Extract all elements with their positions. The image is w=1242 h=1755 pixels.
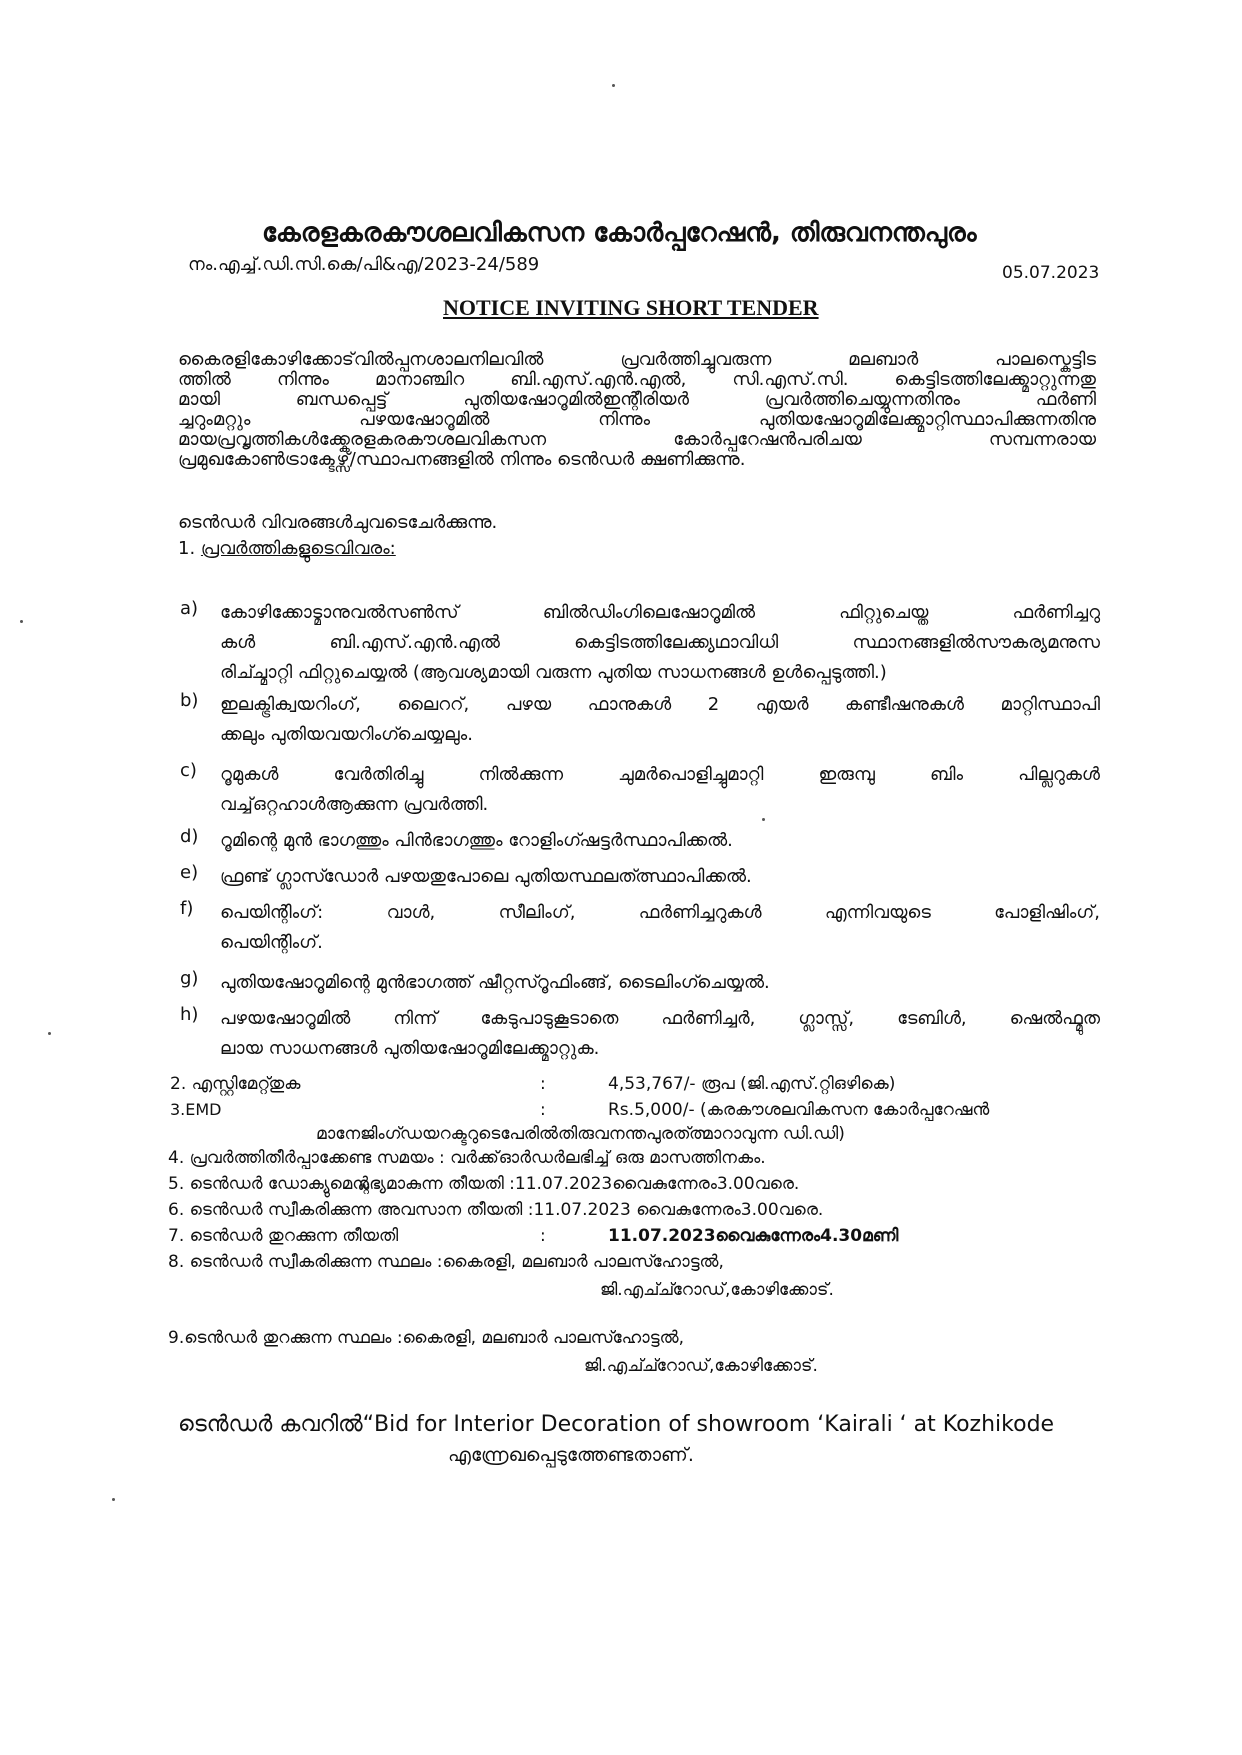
work-item-line: പഴയഷോറൂമിൽ നിന്ന് കേടുപാടുകൂടാതെ ഫർണിച്ചർ, ഗ്ലാസ്സ്, ടേബിൾ, ഷെൽഫ്മുത bbox=[220, 1008, 1100, 1029]
document-availability-date: 5. ടെൻഡർ ഡോക്യുമെന്റ്ലഭ്യമാകുന്ന തീയതി :11.07.2023വൈകുന്നേരം3.00വരെ. bbox=[168, 1174, 800, 1194]
work-item-line: പെയിന്റിംഗ്: വാൾ, സീലിംഗ്, ഫർണിച്ചറുകൾ എന്നിവയുടെ പോളിഷിംഗ്, bbox=[220, 902, 1100, 923]
emd-colon: : bbox=[540, 1100, 546, 1120]
works-heading-number: 1. bbox=[178, 538, 196, 559]
last-receipt-date: 6. ടെൻഡർ സ്വീകരിക്കുന്ന അവസാന തീയതി :11.07.2023 വൈകുന്നേരം3.00വരെ. bbox=[168, 1200, 824, 1220]
notice-date: 05.07.2023 bbox=[1002, 263, 1100, 283]
intro-paragraph bbox=[178, 350, 1096, 470]
details-intro: ടെൻഡർ വിവരങ്ങൾചുവടെചേർക്കുന്നു. bbox=[178, 512, 498, 533]
emd-value: Rs.5,000/- (കരകൗശലവികസന കോർപ്പറേഷൻ bbox=[608, 1100, 990, 1120]
scan-speck bbox=[48, 1032, 51, 1035]
intro-line: കൈരളികോഴിക്കോട്‌വിൽപ്പനശാലനിലവിൽ പ്രവർത്തിച്ചുവരുന്ന മലബാർ പാലസ്കെട്ടിട bbox=[178, 349, 1096, 370]
notice-heading: NOTICE INVITING SHORT TENDER bbox=[443, 295, 819, 320]
work-item-line: ലായ സാധനങ്ങൾ പുതിയഷോറൂമിലേക്ക്മാറ്റുക. bbox=[220, 1038, 600, 1059]
opening-date-label: 7. ടെൻഡർ തുറക്കുന്ന തീയതി bbox=[168, 1226, 399, 1246]
receiving-place-address: ജി.എച്ച്റോഡ്,കോഴിക്കോട്. bbox=[600, 1280, 834, 1300]
work-item-marker: g) bbox=[180, 968, 199, 989]
cover-note: ടെൻഡർ കവറിൽ“Bid for Interior Decoration of showroom ‘Kairali ‘ at Kozhikode bbox=[178, 1412, 1055, 1437]
work-item-line: ഫ്രണ്ട് ഗ്ലാസ്ഡോർ പഴയതുപോലെ പുതിയസ്ഥലത്ത്സ്ഥാപിക്കൽ. bbox=[220, 866, 752, 887]
work-item-line: വച്ച്ഒറ്റഹാൾആക്കുന്ന പ്രവർത്തി. bbox=[220, 794, 489, 815]
intro-line: മായപ്രവൃത്തികൾക്ക്കേരളകരകൗശലവികസന കോർപ്പറേഷൻപരിചയ സമ്പന്നരായ bbox=[178, 429, 1096, 450]
work-item-marker: b) bbox=[180, 690, 199, 711]
scan-speck bbox=[612, 84, 615, 87]
work-item-line: റൂമുകൾ വേർതിരിച്ചു നിൽക്കുന്ന ചുമർപൊളിച്ചുമാറ്റി ഇരുമ്പു ബിം പില്ലറുകൾ bbox=[220, 764, 1100, 785]
works-heading-label: പ്രവർത്തികളുടെവിവരം: bbox=[200, 538, 396, 559]
work-item-marker: d) bbox=[180, 826, 199, 847]
emd-value-continued: മാനേജിംഗ്ഡയറക്ടറുടെപേരിൽതിരുവനന്തപുരത്ത്മാറാവുന്ന ഡി.ഡി) bbox=[316, 1124, 845, 1144]
work-item-line: കോഴിക്കോട്മാനുവൽസൺസ് ബിൽഡിംഗിലെഷോറൂമിൽ ഫിറ്റുചെയ്ത ഫർണിച്ചറു bbox=[220, 602, 1100, 623]
work-item-line: റൂമിന്റെ മുൻ ഭാഗത്തും പിൻഭാഗത്തും റോളിംഗ്ഷട്ടർസ്ഥാപിക്കൽ. bbox=[220, 830, 733, 851]
work-item-line: പെയിന്റിംഗ്. bbox=[220, 932, 323, 953]
work-item-line: ഇലക്ട്രിക്വയറിംഗ്, ലൈററ്, പഴയ ഫാനുകൾ 2 എയർ കണ്ടീഷനുകൾ മാറ്റിസ്ഥാപി bbox=[220, 694, 1100, 715]
reference-number: നം.എച്ച്.ഡി.സി.കെ/പി&എ/2023-24/589 bbox=[188, 254, 540, 275]
intro-line: പ്രമുഖകോൺട്രാക്ടേഴ്സ്/സ്ഥാപനങ്ങളിൽ നിന്നും ടെൻഡർ ക്ഷണിക്കുന്നു. bbox=[178, 449, 746, 470]
work-item-line: രിച്ച്മാറ്റി ഫിറ്റുചെയ്യൽ (ആവശ്യമായി വരുന്ന പുതിയ സാധനങ്ങൾ ഉൾപ്പെടുത്തി.) bbox=[220, 662, 887, 683]
opening-date-value: 11.07.2023വൈകുന്നേരം4.30മണി bbox=[608, 1226, 899, 1246]
receiving-place: 8. ടെൻഡർ സ്വീകരിക്കുന്ന സ്ഥലം :കൈരളി, മലബാർ പാലസ്ഹോട്ടൽ, bbox=[168, 1252, 724, 1272]
work-item-marker: h) bbox=[180, 1004, 199, 1025]
completion-time: 4. പ്രവർത്തിതീർപ്പാക്കേണ്ട സമയം : വർക്ക്ഓർഡർലഭിച്ച് ഒരു മാസത്തിനകം. bbox=[168, 1148, 766, 1168]
estimate-label: 2. എസ്റ്റിമേറ്റ്തുക bbox=[170, 1074, 301, 1094]
opening-place: 9.ടെൻഡർ തുറക്കുന്ന സ്ഥലം :കൈരളി, മലബാർ പാലസ്ഹോട്ടൽ, bbox=[168, 1328, 684, 1348]
scan-speck bbox=[20, 620, 23, 623]
works-heading bbox=[178, 538, 396, 559]
org-title: കേരളകരകൗശലവികസന കോർപ്പറേഷൻ, തിരുവനന്തപുരം bbox=[262, 218, 977, 248]
estimate-value: 4,53,767/- രൂപ (ജി.എസ്.റ്റിഒഴികെ) bbox=[608, 1074, 896, 1094]
opening-place-address: ജി.എച്ച്റോഡ്,കോഴിക്കോട്. bbox=[584, 1356, 818, 1376]
work-item-line: കൾ ബി.എസ്.എൻ.എൽ കെട്ടിടത്തിലേക്ക്യഥാവിധി സ്ഥാനങ്ങളിൽസൗകര്യമനുസ bbox=[220, 632, 1100, 653]
intro-line: ച്ചറുംമറ്റും പഴയഷോറൂമിൽ നിന്നും പുതിയഷോറൂമിലേക്ക്മാറ്റിസ്ഥാപിക്കുന്നതിനു bbox=[178, 409, 1096, 430]
intro-line: ത്തിൽ നിന്നും മാനാഞ്ചിറ ബി.എസ്.എൻ.എൽ, സി.എസ്.സി. കെട്ടിടത്തിലേക്ക്മാറ്റുന്നതു bbox=[178, 369, 1096, 390]
opening-date-colon: : bbox=[540, 1226, 546, 1246]
estimate-colon: : bbox=[540, 1074, 546, 1094]
work-item-marker: c) bbox=[180, 760, 197, 781]
work-item-line: ക്കലും പുതിയവയറിംഗ്ചെയ്യലും. bbox=[220, 724, 473, 745]
scan-speck bbox=[112, 1498, 115, 1501]
scan-speck bbox=[762, 818, 765, 821]
work-item-marker: e) bbox=[180, 862, 199, 883]
cover-note-continued: എന്ന്രേഖപ്പെടുത്തേണ്ടതാണ്. bbox=[448, 1444, 694, 1466]
work-item-marker: f) bbox=[180, 898, 194, 919]
intro-line: മായി ബന്ധപ്പെട്ട് പുതിയഷോറൂമിൽഇന്റീരിയർ പ്രവർത്തിചെയ്യുന്നതിനും ഫർണി bbox=[178, 389, 1096, 410]
emd-label: 3.EMD bbox=[170, 1100, 222, 1119]
work-item-line: പുതിയഷോറൂമിന്റെ മുൻഭാഗത്ത് ഷീറ്റസ്റൂഫിംങ്ങ്, ടൈലിംഗ്ചെയ്യൽ. bbox=[220, 972, 770, 993]
work-item-marker: a) bbox=[180, 598, 199, 619]
